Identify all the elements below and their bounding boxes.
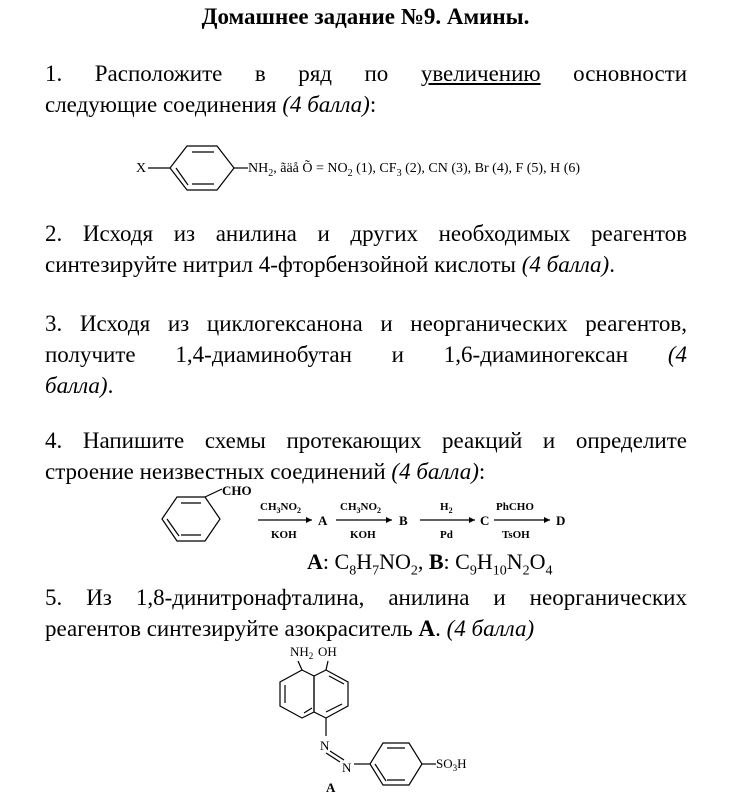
nh2-group: $NH_2$ [290, 644, 314, 661]
task-4-line-2: строение неизвестных соединений (4 балла): [45, 459, 486, 484]
cho-group: CHO [222, 483, 252, 498]
task-3-line-2: получите 1,4-диаминобутан и 1,6-диаминогексан (4 [45, 342, 687, 367]
so3h-group: $SO_3H$ [436, 756, 467, 773]
task-5-line-2: реагентов синтезируйте азокраситель A. (4 балла) [45, 616, 535, 641]
points: (4 балла) [391, 459, 479, 484]
task-2-line-1: 2. Исходя из анилина и других необходимых реагентов [45, 221, 687, 246]
reagent-2-bottom: KOH [350, 529, 376, 541]
reagent-1-top: $CH_3NO_2$ [260, 501, 301, 515]
oh-group: OH [318, 644, 337, 659]
task-4-line-1: 4. Напишите схемы протекающих реакций и определите [45, 428, 687, 453]
task-3-line-1: 3. Исходя из циклогексанона и неорганических реагентов, [45, 311, 687, 336]
molecular-formulas: A: $C_8H_7NO_2$, B: $C_9H_{10}N_2O_4$ [307, 549, 553, 579]
task-1 [45, 58, 687, 120]
points-start: (4 [667, 342, 687, 367]
task-5-line-1: 5. Из 1,8-динитронафталина, анилина и неорганических [45, 585, 687, 610]
page-title: Домашнее задание №9. Амины. [201, 4, 530, 29]
reagent-3-top: $H_2$ [440, 501, 453, 515]
scheme-caption: $NH_2$, ãäå Õ = $NO_2$ (1), $CF_3$ (2), CN (3), Br (4), F (5), H (6) [248, 161, 581, 179]
structure-label-a: A [326, 780, 336, 795]
azo-nitrogen-1: N [320, 738, 330, 753]
underlined-word: увеличению [420, 61, 541, 86]
azo-dye-structure [240, 640, 510, 800]
reagent-3-bottom: Pd [440, 529, 453, 541]
reagent-4-bottom: TsOH [502, 529, 530, 541]
task-1-scheme [130, 138, 630, 198]
reagent-1-bottom: KOH [271, 529, 297, 541]
compound-c: C [480, 513, 490, 528]
points: (4 балла) [521, 252, 610, 277]
task-3 [45, 308, 687, 401]
task-1-line-2: следующие соединения (4 балла): [45, 92, 377, 117]
task-2-line-2: синтезируйте нитрил 4-фторбензойной кислоты (4 балла). [45, 252, 615, 277]
compound-b: B [399, 513, 408, 528]
points: (4 балла) [446, 616, 535, 641]
points-end: балла) [45, 373, 108, 398]
task-4 [45, 425, 687, 487]
task-2 [45, 218, 687, 280]
reagent-4-top: PhCHO [496, 501, 534, 513]
compound-d: D [556, 513, 566, 528]
task-5 [45, 582, 687, 644]
task-3-line-3: балла). [45, 373, 114, 398]
substituent-x: X [136, 161, 147, 176]
task-1-line-1: 1. Расположите в ряд по увеличению основности [45, 61, 688, 86]
task-4-scheme [150, 483, 610, 553]
compound-a: A [318, 513, 328, 528]
points: (4 балла) [282, 92, 370, 117]
reagent-2-top: $CH_3NO_2$ [340, 501, 381, 515]
azo-nitrogen-2: N [342, 760, 352, 775]
